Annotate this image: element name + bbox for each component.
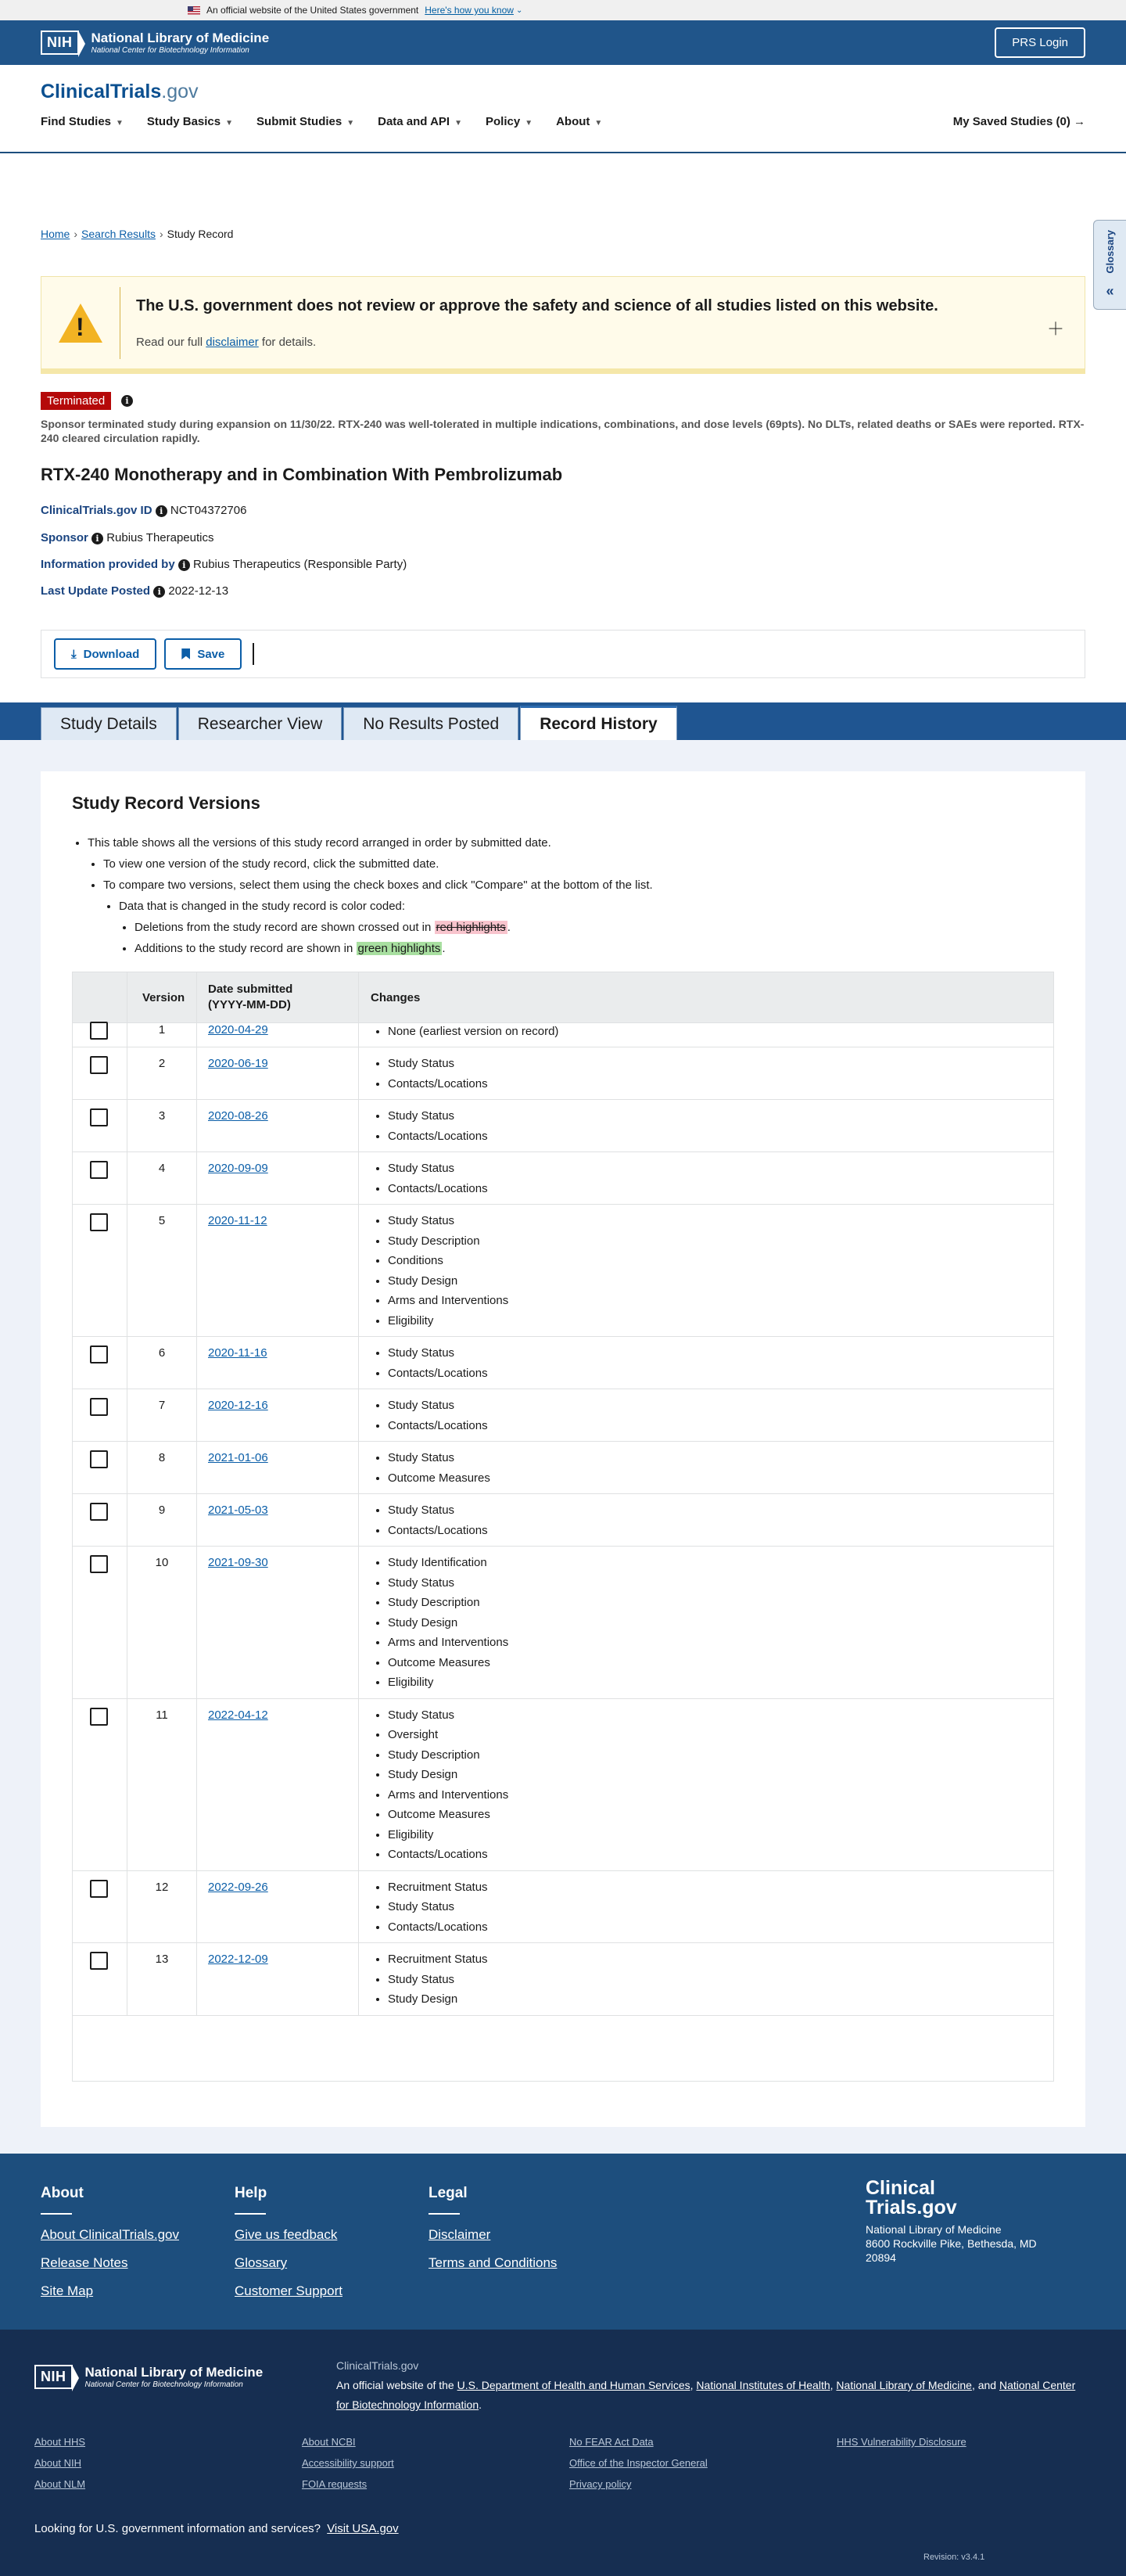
version-number: 3 xyxy=(127,1100,197,1151)
footer-link-site-map[interactable]: Site Map xyxy=(41,2283,94,2298)
tab-record-history[interactable]: Record History xyxy=(520,706,677,740)
change-item: • Outcome Measures xyxy=(388,1805,1053,1825)
chevron-down-icon: ▼ xyxy=(346,119,355,128)
changes-list xyxy=(371,1949,1053,2010)
change-item: • Study Identification xyxy=(388,1553,1053,1573)
footer-link-release-notes[interactable]: Release Notes xyxy=(41,2255,128,2270)
version-number: 7 xyxy=(127,1389,197,1441)
change-item: • Contacts/Locations xyxy=(388,1074,1053,1094)
change-item: • Eligibility xyxy=(388,1311,1053,1331)
green-highlight-sample: green highlights xyxy=(357,942,441,955)
info-provided-value: Rubius Therapeutics (Responsible Party) xyxy=(193,558,407,571)
version-date-link[interactable]: 2022-12-09 xyxy=(208,1953,268,1966)
changes-list xyxy=(371,1877,1053,1938)
changes-list xyxy=(371,1054,1053,1094)
version-date-link[interactable]: 2021-05-03 xyxy=(208,1504,268,1517)
table-row xyxy=(73,1151,1053,1204)
table-row xyxy=(73,1336,1053,1389)
change-item: • Study Status xyxy=(388,1970,1053,1990)
table-row xyxy=(73,1204,1053,1336)
header-date: Date submitted (YYYY-MM-DD) xyxy=(197,972,359,1022)
footer-link-terms[interactable]: Terms and Conditions xyxy=(429,2255,558,2270)
version-date-link[interactable]: 2021-09-30 xyxy=(208,1556,268,1569)
changes-list xyxy=(371,1448,1053,1488)
breadcrumb-home[interactable]: Home xyxy=(41,228,70,240)
change-item: • Study Status xyxy=(388,1897,1053,1917)
version-date-link[interactable]: 2021-01-06 xyxy=(208,1451,268,1464)
section-title: Study Record Versions xyxy=(72,793,260,813)
change-item: • Study Description xyxy=(388,1593,1053,1613)
change-item: • Recruitment Status xyxy=(388,1877,1053,1898)
change-item: • Study Status xyxy=(388,1343,1053,1363)
version-checkbox[interactable] xyxy=(90,1345,108,1363)
change-item: • Study Design xyxy=(388,1613,1053,1633)
footer-usa: Looking for U.S. government information and services? Visit USA.gov xyxy=(34,2522,399,2535)
disclaimer-alert xyxy=(41,276,1085,374)
link-ncbi[interactable]: National Center for Biotechnology Information xyxy=(336,2379,1076,2411)
version-number: 4 xyxy=(127,1152,197,1204)
version-number: 11 xyxy=(127,1699,197,1870)
change-item: • Study Status xyxy=(388,1106,1053,1126)
change-item: • Outcome Measures xyxy=(388,1653,1053,1673)
version-checkbox[interactable] xyxy=(90,1555,108,1573)
my-saved-studies-link[interactable]: My Saved Studies (0) → xyxy=(952,115,1085,128)
version-number: 13 xyxy=(127,1943,197,2015)
version-date-link[interactable]: 2020-11-12 xyxy=(208,1214,267,1227)
footer-legal-col: Legal Disclaimer Terms and Conditions xyxy=(429,2185,558,2270)
change-item: • None (earliest version on record) xyxy=(388,1022,1053,1042)
version-checkbox[interactable] xyxy=(90,1161,108,1179)
change-item: • Study Description xyxy=(388,1745,1053,1766)
change-item: • Study Status xyxy=(388,1500,1053,1521)
header-changes: Changes xyxy=(371,990,421,1004)
version-number: 2 xyxy=(127,1047,197,1099)
footer-official-info: ClinicalTrials.gov An official website of the U.S. Department of Health and Human Services, National Institutes of Health, National Library of Medicine, and National Center for Biotechnology Information. xyxy=(336,2359,1076,2411)
revision-text: Revision: v3.4.1 xyxy=(923,2553,985,2562)
version-number: 12 xyxy=(127,1871,197,1943)
footer-top xyxy=(0,2154,1126,2330)
nav-about[interactable]: About ▼ xyxy=(556,115,603,128)
ct-logo[interactable]: ClinicalTrials.gov xyxy=(41,81,199,102)
version-number: 10 xyxy=(127,1547,197,1698)
change-item: • Study Status xyxy=(388,1159,1053,1179)
version-checkbox[interactable] xyxy=(90,1056,108,1074)
nih-logo[interactable] xyxy=(41,31,269,55)
change-item: • Study Status xyxy=(388,1573,1053,1593)
study-id-value: NCT04372706 xyxy=(170,504,247,517)
table-row xyxy=(73,1546,1053,1698)
changes-list xyxy=(371,1211,1053,1331)
version-number: 8 xyxy=(127,1442,197,1493)
nav-policy[interactable]: Policy ▼ xyxy=(486,115,533,128)
change-item: • Eligibility xyxy=(388,1672,1053,1693)
table-row xyxy=(73,1942,1053,2015)
footer-link-feedback[interactable]: Give us feedback xyxy=(235,2227,338,2242)
version-date-link[interactable]: 2020-08-26 xyxy=(208,1109,268,1123)
chevron-down-icon: ▼ xyxy=(525,119,533,128)
footer-ct-logo: Clinical Trials.gov National Library of Medicine 8600 Rockville Pike, Bethesda, MD 20894 xyxy=(866,2177,1037,2264)
warning-icon xyxy=(59,304,102,343)
change-item: • Oversight xyxy=(388,1725,1053,1745)
nih-header xyxy=(0,20,1126,65)
chevron-down-icon: ▼ xyxy=(454,119,462,128)
changes-list xyxy=(371,1022,1053,1042)
breadcrumb: Home › Search Results › Study Record xyxy=(41,228,234,240)
disclaimer-link[interactable]: disclaimer xyxy=(206,335,259,349)
version-date-link[interactable]: 2020-06-19 xyxy=(208,1057,268,1070)
nih-logo-box: NIH xyxy=(41,31,79,55)
chevron-down-icon: ▼ xyxy=(116,119,124,128)
save-button[interactable]: Save xyxy=(164,638,242,670)
version-checkbox[interactable] xyxy=(90,1880,108,1898)
table-footer-row xyxy=(73,2015,1053,2074)
change-item: • Study Status xyxy=(388,1396,1053,1416)
change-item: • Contacts/Locations xyxy=(388,1363,1053,1384)
study-id-row: ClinicalTrials.gov ID i NCT04372706 xyxy=(41,504,247,517)
download-icon: ⤓ xyxy=(71,647,77,661)
version-date-link[interactable]: 2020-04-29 xyxy=(208,1023,268,1037)
changes-list xyxy=(371,1106,1053,1146)
changes-list xyxy=(371,1705,1053,1865)
footer-links-col3: No FEAR Act Data Office of the Inspector General Privacy policy xyxy=(569,2436,708,2490)
table-row xyxy=(73,1047,1053,1099)
us-flag-icon xyxy=(188,6,200,15)
version-checkbox[interactable] xyxy=(90,1708,108,1726)
footer-links-col2: About NCBI Accessibility support FOIA requests xyxy=(302,2436,394,2490)
last-update-row: Last Update Posted i 2022-12-13 xyxy=(41,584,229,598)
change-item: • Outcome Measures xyxy=(388,1468,1053,1489)
chevron-down-icon[interactable]: ⌄ xyxy=(515,5,523,15)
tabs-bar xyxy=(0,702,1126,740)
alert-text: Read our full disclaimer for details. xyxy=(136,335,317,349)
versions-table xyxy=(72,972,1054,2082)
version-checkbox[interactable] xyxy=(90,1450,108,1468)
ct-header xyxy=(0,65,1126,153)
change-item: • Contacts/Locations xyxy=(388,1521,1053,1541)
expand-plus-icon[interactable]: ＋ xyxy=(1046,319,1064,339)
download-button[interactable]: ⤓ Download xyxy=(54,638,156,670)
toolbar-divider xyxy=(253,643,254,665)
chevron-down-icon: ▼ xyxy=(594,119,603,128)
info-icon[interactable]: i xyxy=(178,559,190,571)
change-item: • Study Status xyxy=(388,1054,1053,1074)
change-item: • Study Design xyxy=(388,1271,1053,1292)
version-number: 5 xyxy=(127,1205,197,1336)
why-stopped-text: Sponsor terminated study during expansion on 11/30/22. RTX-240 was well-tolerated in multiple indications, combinations, and dose levels (69pts). No DLTs, related deaths or SAEs were reported. RTX-240 cleared circulation rapidly. xyxy=(41,418,1085,444)
study-title: RTX-240 Monotherapy and in Combination With Pembrolizumab xyxy=(41,465,563,484)
changes-list xyxy=(371,1553,1053,1693)
action-bar xyxy=(41,630,1085,678)
link-nlm[interactable]: National Library of Medicine xyxy=(836,2379,972,2391)
bookmark-icon xyxy=(181,648,190,659)
tab-researcher-view[interactable]: Researcher View xyxy=(178,707,342,740)
version-checkbox[interactable] xyxy=(90,1108,108,1126)
change-item: • Contacts/Locations xyxy=(388,1416,1053,1436)
footer-link-support[interactable]: Customer Support xyxy=(235,2283,342,2298)
gov-banner xyxy=(0,0,1126,20)
nav-data-api[interactable]: Data and API ▼ xyxy=(378,115,462,128)
info-provided-row: Information provided by i Rubius Therapeutics (Responsible Party) xyxy=(41,558,407,571)
table-header xyxy=(73,972,1053,1022)
info-icon[interactable]: i xyxy=(91,533,103,544)
footer-nlm-logo[interactable]: NIH National Library of Medicine National Center for Biotechnology Information xyxy=(34,2365,263,2389)
tab-study-details[interactable]: Study Details xyxy=(41,707,177,740)
change-item: • Recruitment Status xyxy=(388,1949,1053,1970)
version-checkbox[interactable] xyxy=(90,1213,108,1231)
table-row xyxy=(73,1698,1053,1870)
version-checkbox[interactable] xyxy=(90,1398,108,1416)
version-number: 9 xyxy=(127,1494,197,1546)
info-icon[interactable]: i xyxy=(156,505,167,517)
version-date-link[interactable]: 2020-09-09 xyxy=(208,1162,268,1175)
version-date-link[interactable]: 2022-09-26 xyxy=(208,1880,268,1894)
nav-find-studies[interactable]: Find Studies ▼ xyxy=(41,115,124,128)
ncbi-subtitle: National Center for Biotechnology Information xyxy=(91,46,249,55)
version-date-link[interactable]: 2020-11-16 xyxy=(208,1346,267,1360)
table-row xyxy=(73,1022,1053,1047)
gov-banner-text: An official website of the United States government xyxy=(206,5,419,16)
change-item: • Arms and Interventions xyxy=(388,1785,1053,1805)
change-item: • Study Status xyxy=(388,1211,1053,1231)
table-row xyxy=(73,1099,1053,1151)
link-nih[interactable]: National Institutes of Health xyxy=(696,2379,830,2391)
footer-link-about-ct[interactable]: About ClinicalTrials.gov xyxy=(41,2227,179,2242)
changes-list xyxy=(371,1159,1053,1198)
version-number: 1 xyxy=(127,1023,197,1047)
table-row xyxy=(73,1493,1053,1546)
versions-explanation: • This table shows all the versions of this study record arranged in order by submitted date. • To view one version of the study record, click the submitted date. • To compare two versions, select them using the check boxes and click "Compare" at the bottom of the list. • Data that is changed in the study record is color coded: • Deletions from the study record are shown crossed out in red highlights . • Additions to the study record are shown in green highlights . xyxy=(72,832,653,959)
nlm-title: National Library of Medicine xyxy=(91,31,270,45)
record-versions-card xyxy=(41,771,1085,2127)
glossary-tab[interactable] xyxy=(1093,220,1126,310)
change-item: • Contacts/Locations xyxy=(388,1126,1053,1147)
change-item: • Study Description xyxy=(388,1231,1053,1252)
header-version: Version xyxy=(127,972,197,1022)
chevron-down-icon: ▼ xyxy=(225,119,234,128)
change-item: • Eligibility xyxy=(388,1825,1053,1845)
info-icon[interactable]: i xyxy=(153,586,165,598)
version-date-link[interactable]: 2020-12-16 xyxy=(208,1399,268,1412)
table-body xyxy=(73,1022,1053,2074)
last-update-value: 2022-12-13 xyxy=(168,584,229,598)
tab-no-results-posted[interactable]: No Results Posted xyxy=(343,707,518,740)
red-highlight-sample: red highlights xyxy=(436,921,506,934)
breadcrumb-current: Study Record xyxy=(167,228,234,240)
change-item: • Study Design xyxy=(388,1765,1053,1785)
double-chevron-left-icon: « xyxy=(1106,283,1114,299)
version-checkbox[interactable] xyxy=(90,1952,108,1970)
alert-title: The U.S. government does not review or approve the safety and science of all studies listed on this website. xyxy=(136,296,938,314)
change-item: • Study Design xyxy=(388,1989,1053,2010)
change-item: • Arms and Interventions xyxy=(388,1291,1053,1311)
visit-usa-link[interactable]: Visit USA.gov xyxy=(327,2522,399,2535)
table-row xyxy=(73,1389,1053,1441)
version-date-link[interactable]: 2022-04-12 xyxy=(208,1708,268,1722)
sponsor-row: Sponsor i Rubius Therapeutics xyxy=(41,531,214,544)
changes-list xyxy=(371,1396,1053,1435)
change-item: • Conditions xyxy=(388,1251,1053,1271)
footer-links-col1: About HHS About NIH About NLM xyxy=(34,2436,86,2490)
status-badge: Terminated xyxy=(41,392,111,410)
footer-address: National Library of Medicine 8600 Rockville Pike, Bethesda, MD 20894 xyxy=(866,2223,1037,2264)
version-checkbox[interactable] xyxy=(90,1022,108,1040)
version-number: 6 xyxy=(127,1337,197,1389)
prs-login-button[interactable]: PRS Login xyxy=(995,27,1085,58)
change-item: • Arms and Interventions xyxy=(388,1633,1053,1653)
change-item: • Study Status xyxy=(388,1448,1053,1468)
info-icon[interactable]: i xyxy=(121,395,133,407)
footer-help-col: Help Give us feedback Glossary Customer Support xyxy=(235,2185,342,2298)
heres-how-link[interactable]: Here's how you know xyxy=(425,5,514,16)
change-item: • Contacts/Locations xyxy=(388,1845,1053,1865)
nav-submit-studies[interactable]: Submit Studies ▼ xyxy=(256,115,355,128)
footer-link-glossary[interactable]: Glossary xyxy=(235,2255,288,2270)
version-checkbox[interactable] xyxy=(90,1503,108,1521)
footer-about-col: About About ClinicalTrials.gov Release Notes Site Map xyxy=(41,2185,179,2298)
change-item: • Study Status xyxy=(388,1705,1053,1726)
changes-list xyxy=(371,1343,1053,1383)
changes-list xyxy=(371,1500,1053,1540)
link-hhs[interactable]: U.S. Department of Health and Human Services xyxy=(457,2379,690,2391)
main-nav xyxy=(41,115,602,128)
change-item: • Contacts/Locations xyxy=(388,1179,1053,1199)
nav-study-basics[interactable]: Study Basics ▼ xyxy=(146,115,234,128)
footer-bottom xyxy=(0,2330,1126,2576)
arrow-right-icon: → xyxy=(1074,115,1085,128)
footer-links-col4: HHS Vulnerability Disclosure xyxy=(837,2436,966,2448)
glossary-label: Glossary xyxy=(1104,230,1116,274)
footer-link-disclaimer[interactable]: Disclaimer xyxy=(429,2227,491,2242)
breadcrumb-search-results[interactable]: Search Results xyxy=(81,228,156,240)
sponsor-value: Rubius Therapeutics xyxy=(106,531,214,544)
table-row xyxy=(73,1441,1053,1493)
change-item: • Contacts/Locations xyxy=(388,1917,1053,1938)
table-row xyxy=(73,1870,1053,1943)
